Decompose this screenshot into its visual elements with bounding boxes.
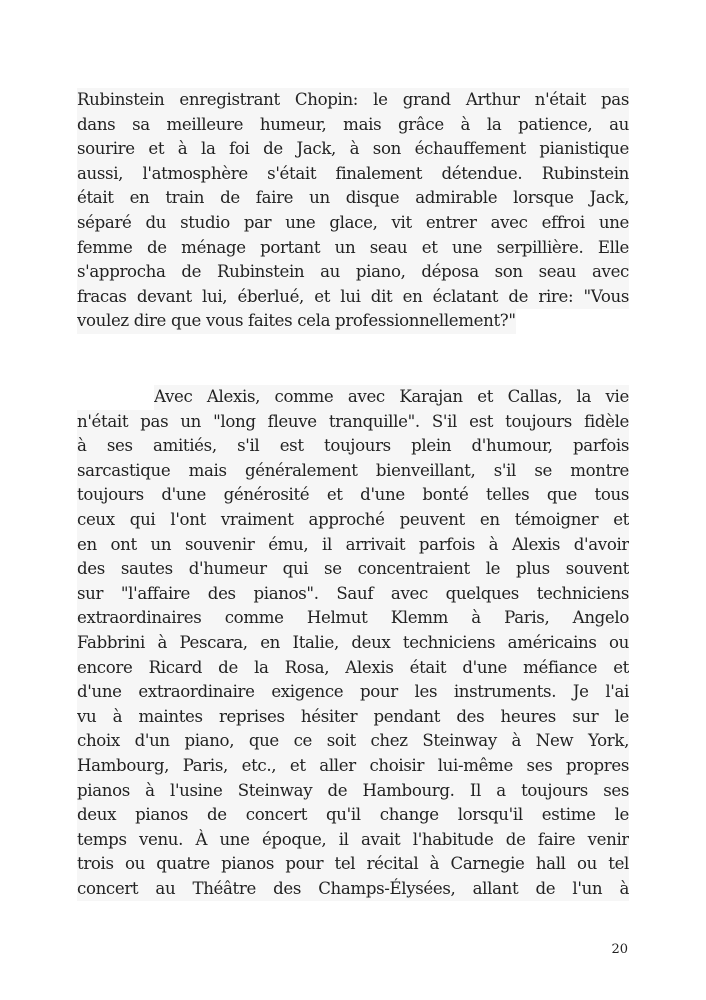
text-line: fracas devant lui, éberlué, et lui dit en éclatant de rire: "Vous <box>77 285 629 310</box>
text-line: sur "l'affaire des pianos". Sauf avec quelques techniciens <box>77 582 629 607</box>
text-line: Avec Alexis, comme avec Karajan et Callas, la vie <box>154 385 629 410</box>
text-line: sarcastique mais généralement bienveillant, s'il se montre <box>77 459 629 484</box>
text-line: s'approcha de Rubinstein au piano, déposa son seau avec <box>77 260 629 285</box>
text-line: toujours d'une générosité et d'une bonté telles que tous <box>77 483 629 508</box>
text-line: deux pianos de concert qu'il change lorsqu'il estime le <box>77 803 629 828</box>
text-line: concert au Théâtre des Champs-Élysées, allant de l'un à <box>77 877 629 902</box>
text-line: pianos à l'usine Steinway de Hambourg. Il a toujours ses <box>77 779 629 804</box>
text-line: voulez dire que vous faites cela professionnellement?" <box>77 309 516 334</box>
text-line: en ont un souvenir ému, il arrivait parfois à Alexis d'avoir <box>77 533 629 558</box>
text-line: encore Ricard de la Rosa, Alexis était d'une méfiance et <box>77 656 629 681</box>
text-line: extraordinaires comme Helmut Klemm à Paris, Angelo <box>77 606 629 631</box>
text-line: était en train de faire un disque admirable lorsque Jack, <box>77 186 629 211</box>
text-line: temps venu. À une époque, il avait l'habitude de faire venir <box>77 828 629 853</box>
text-line: trois ou quatre pianos pour tel récital à Carnegie hall ou tel <box>77 852 629 877</box>
text-line: Fabbrini à Pescara, en Italie, deux techniciens américains ou <box>77 631 629 656</box>
text-line: ceux qui l'ont vraiment approché peuvent en témoigner et <box>77 508 629 533</box>
text-line: femme de ménage portant un seau et une serpillière. Elle <box>77 236 629 261</box>
text-line: vu à maintes reprises hésiter pendant des heures sur le <box>77 705 629 730</box>
text-line: des sautes d'humeur qui se concentraient le plus souvent <box>77 557 629 582</box>
text-line: à ses amitiés, s'il est toujours plein d'humour, parfois <box>77 434 629 459</box>
text-line: d'une extraordinaire exigence pour les instruments. Je l'ai <box>77 680 629 705</box>
paragraph-2 <box>77 385 629 901</box>
page-number: 20 <box>611 942 628 957</box>
paragraph-1 <box>77 88 629 342</box>
text-line: séparé du studio par une glace, vit entrer avec effroi une <box>77 211 629 236</box>
text-line: choix d'un piano, que ce soit chez Steinway à New York, <box>77 729 629 754</box>
text-line: n'était pas un "long fleuve tranquille". S'il est toujours fidèle <box>77 410 629 435</box>
text-line: aussi, l'atmosphère s'était finalement détendue. Rubinstein <box>77 162 629 187</box>
text-line: Rubinstein enregistrant Chopin: le grand Arthur n'était pas <box>77 88 629 113</box>
text-line: dans sa meilleure humeur, mais grâce à la patience, au <box>77 113 629 138</box>
text-line: sourire et à la foi de Jack, à son échauffement pianistique <box>77 137 629 162</box>
text-line: Hambourg, Paris, etc., et aller choisir lui-même ses propres <box>77 754 629 779</box>
